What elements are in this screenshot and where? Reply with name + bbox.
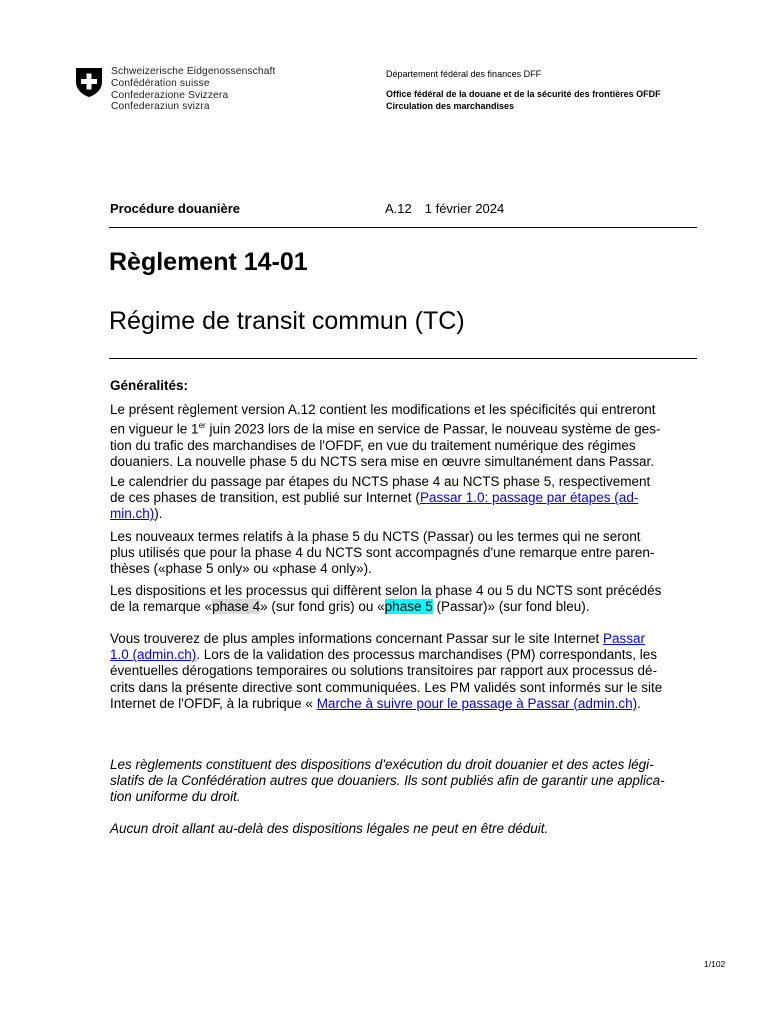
phase4-highlight: phase 4 — [212, 599, 261, 615]
paragraph-intro — [110, 402, 710, 470]
section-heading: Généralités: — [110, 378, 189, 393]
confederation-names — [111, 66, 276, 113]
passar-transition-link[interactable]: Marche à suivre pour le passage à Passar (admin.ch) — [316, 695, 638, 711]
passar-admin-link-cont[interactable]: 1.0 (admin.ch) — [110, 647, 197, 663]
department-name: Département fédéral des finances DFF — [386, 69, 542, 79]
text-line: tion uniforme du droit. — [110, 789, 241, 805]
text-line: min.ch)). — [110, 506, 163, 522]
paragraph-phases — [110, 583, 710, 615]
confederation-name-fr: Confédération suisse — [111, 77, 210, 89]
text-line: éventuelles dérogations temporaires ou solutions transitoires par rapport aux processus dé- — [110, 663, 658, 679]
disclaimer-note — [110, 821, 710, 837]
text-line: tion du trafic des marchandises de l'OFDF, en vue du traitement numérique des régimes — [110, 437, 636, 453]
text-line: de ces phases de transition, est publié sur Internet (Passar 1.0: passage par étapes (ad- — [110, 490, 639, 506]
paragraph-more-info — [110, 631, 710, 712]
document-version: A.12 — [385, 201, 412, 216]
text-line: de la remarque «phase 4» (sur fond gris) ou «phase 5 (Passar)» (sur fond bleu). — [110, 599, 590, 615]
passar-steps-link-cont[interactable]: min.ch) — [110, 506, 155, 522]
text-line: Les nouveaux termes relatifs à la phase 5 du NCTS (Passar) ou les termes qui ne seront — [110, 529, 641, 544]
text-line: Les règlements constituent des dispositions d'exécution du droit douanier et des actes légi- — [110, 757, 654, 772]
document-subtitle: Régime de transit commun (TC) — [109, 307, 465, 335]
legal-note — [110, 757, 710, 806]
paragraph-terms — [110, 529, 710, 578]
passar-steps-link[interactable]: Passar 1.0: passage par étapes (ad- — [419, 490, 639, 506]
text-line: en vigueur le 1er juin 2023 lors de la mise en service de Passar, le nouveau système de ges- — [110, 421, 661, 437]
office-line-1: Office fédéral de la douane et de la sécurité des frontières OFDF — [386, 89, 661, 99]
phase5-highlight: phase 5 — [384, 599, 433, 615]
text-line: crits dans la présente directive sont communiquées. Les PM validés sont informés sur le site — [110, 679, 663, 695]
text-line: Les dispositions et les processus qui diffèrent selon la phase 4 ou 5 du NCTS sont précédés — [110, 583, 662, 598]
confederation-name-de: Schweizerische Eidgenossenschaft — [111, 66, 276, 77]
text-line: slatifs de la Confédération autres que douaniers. Ils sont publiés afin de garantir une applica- — [110, 773, 665, 789]
paragraph-calendar — [110, 474, 710, 523]
document-title: Règlement 14-01 — [109, 248, 308, 276]
text-line: thèses («phase 5 only» ou «phase 4 only»). — [110, 561, 372, 577]
confederation-name-rm: Confederaziun svizra — [111, 101, 210, 113]
office-line-2: Circulation des marchandises — [386, 100, 515, 111]
text-line: 1.0 (admin.ch). Lors de la validation des processus marchandises (PM) correspondants, les — [110, 647, 658, 663]
text-line: Vous trouverez de plus amples informations concernant Passar sur le site Internet Passar — [110, 631, 646, 646]
text-line: Aucun droit allant au-delà des dispositions légales ne peut en être déduit. — [110, 821, 549, 836]
procedure-category: Procédure douanière — [110, 201, 241, 216]
office-name — [386, 89, 661, 112]
superscript: er — [198, 421, 206, 431]
swiss-coat-of-arms-icon — [75, 67, 103, 98]
text-line: Le présent règlement version A.12 contient les modifications et les spécificités qui entreront — [110, 402, 656, 417]
divider-top — [109, 227, 697, 228]
text-line: douaniers. La nouvelle phase 5 du NCTS sera mise en œuvre simultanément dans Passar. — [110, 454, 655, 470]
text-line: Le calendrier du passage par étapes du NCTS phase 4 au NCTS phase 5, respectivement — [110, 474, 651, 489]
text-line: Internet de l'OFDF, à la rubrique « Marche à suivre pour le passage à Passar (admin.ch). — [110, 695, 641, 711]
document-date: 1 février 2024 — [424, 201, 505, 216]
passar-admin-link[interactable]: Passar — [603, 631, 646, 646]
text-line: plus utilisés que pour la phase 4 du NCTS sont accompagnés d'une remarque entre paren- — [110, 545, 655, 561]
page-number: 1/102 — [704, 959, 726, 969]
confederation-name-it: Confederazione Svizzera — [111, 89, 229, 101]
divider-bottom — [109, 358, 697, 359]
document-reference — [385, 201, 504, 216]
